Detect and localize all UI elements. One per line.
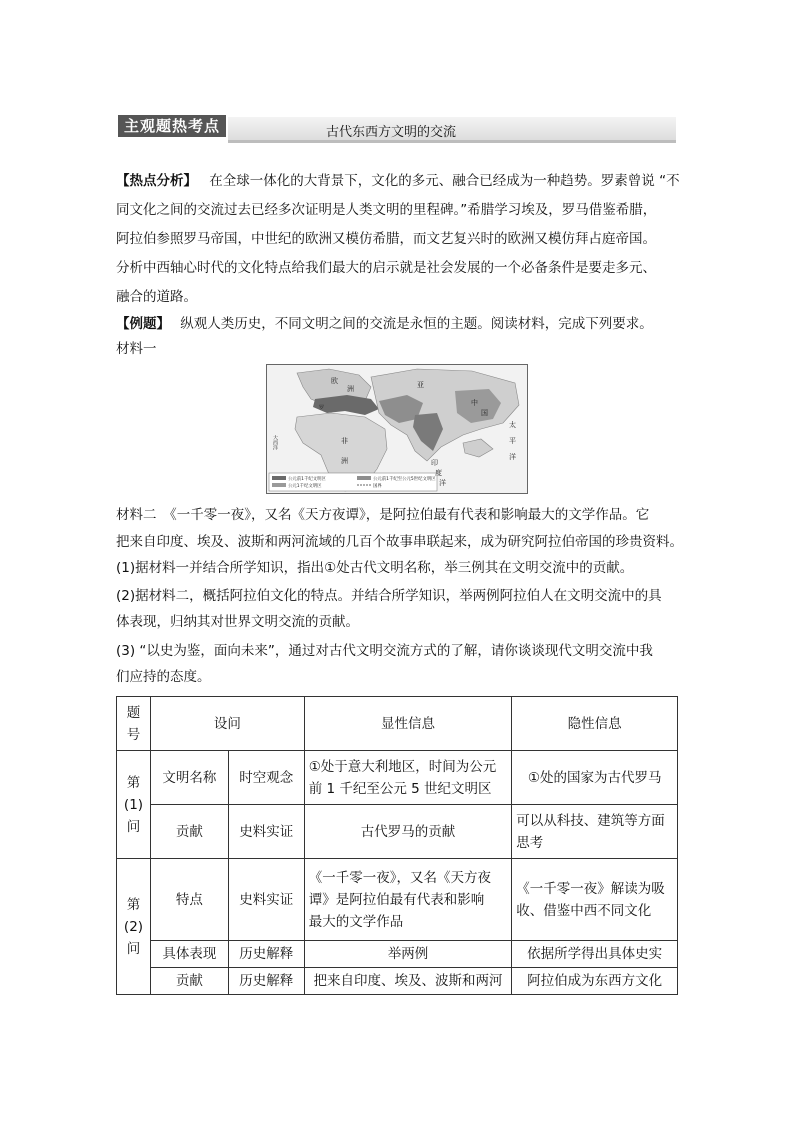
example-label: 【例题】 [116, 316, 170, 332]
q2r1-explicit-a: 《一千零一夜》，又名《天方夜 [308, 869, 491, 886]
analysis-table [116, 696, 678, 995]
table-header-row [117, 697, 678, 751]
q2r1-explicit-b: 谭》是阿拉伯最有代表和影响 [308, 891, 485, 908]
map-label-africa2: 洲 [341, 457, 348, 465]
question-1: (1)据材料一并结合所学知识，指出①处古代文明名称，举三例其在文明交流中的贡献。 [116, 560, 634, 576]
table-row [117, 751, 678, 805]
question-2-line-1: (2)据材料二，概括阿拉伯文化的特点。并结合所学知识，举两例阿拉伯人在文明交流中的具 [116, 588, 662, 604]
q1r1-explicit-b: 前 1 千纪至公元 5 世纪文明区 [308, 780, 492, 797]
q2-number-b: (2) [123, 918, 144, 935]
q1-number-a: 第 [126, 774, 141, 791]
q1r1-explicit [304, 751, 512, 805]
q1r1-literacy: 时空观念 [228, 751, 304, 805]
q1r2-explicit: 古代罗马的贡献 [304, 805, 512, 859]
table-row [117, 941, 678, 968]
q2r1-literacy: 史料实证 [228, 859, 304, 941]
map-legend-3: 公元前1千纪至公元5世纪文明区 [373, 477, 436, 482]
analysis-line-3: 阿拉伯参照罗马帝国，中世纪的欧洲又模仿希腊，而文艺复兴时的欧洲又模仿拜占庭帝国。 [116, 231, 656, 247]
q2r3-literacy: 历史解释 [228, 968, 304, 995]
q2r2-explicit: 举两例 [304, 941, 512, 968]
analysis-label: 【热点分析】 [116, 173, 197, 189]
table-row [117, 859, 678, 941]
question-2-line-2: 体表现，归纳其对世界文明交流的贡献。 [116, 614, 359, 630]
q2-number [117, 859, 151, 995]
q1r2-implicit-b: 思考 [516, 834, 544, 851]
q2r1-explicit-c: 最大的文学作品 [308, 913, 404, 930]
q1r2-ask: 贡献 [150, 805, 228, 859]
section-title: 古代东西方文明的交流 [326, 125, 457, 140]
example-text: 纵观人类历史，不同文明之间的交流是永恒的主题。阅读材料，完成下列要求。 [180, 316, 653, 332]
analysis-text-1: 在全球一体化的大背景下，文化的多元、融合已经成为一种趋势。罗素曾说 “不 [209, 173, 680, 189]
map-label-asia: 亚 [417, 381, 424, 389]
q2r1-explicit [304, 859, 512, 941]
map-label-pacific1: 太 [509, 421, 516, 429]
q2r3-ask: 贡献 [150, 968, 228, 995]
q1r2-implicit-a: 可以从科技、建筑等方面 [516, 812, 665, 829]
table-row [117, 968, 678, 995]
q1-number-c: 问 [126, 818, 141, 835]
q2r2-ask: 具体表现 [150, 941, 228, 968]
q2r1-implicit-b: 收、借鉴中西不同文化 [516, 902, 652, 919]
q2r3-implicit: 阿拉伯成为东西方文化 [512, 968, 678, 995]
q2r1-implicit-a: 《一千零一夜》解读为吸 [516, 880, 665, 897]
map-label-eu1: 欧 [331, 377, 338, 385]
ancient-civilization-map [266, 364, 528, 494]
material-2-line-1: 材料二 《一千零一夜》，又名《天方夜谭》，是阿拉伯最有代表和影响最大的文学作品。它 [116, 507, 650, 523]
map-legend-4: 国界 [373, 484, 382, 489]
material-2-line-2: 把来自印度、埃及、波斯和两河流域的几百个故事串联起来，成为研究阿拉伯帝国的珍贵资料。 [116, 534, 683, 550]
map-label-africa1: 非 [341, 437, 348, 445]
header-number-b: 号 [126, 726, 141, 743]
section-header [116, 113, 676, 143]
q1r1-ask: 文明名称 [150, 751, 228, 805]
q2r1-implicit [512, 859, 678, 941]
header-number-a: 题 [126, 704, 141, 721]
header-implicit: 隐性信息 [512, 697, 678, 751]
q2r2-literacy: 历史解释 [228, 941, 304, 968]
map-label-china2: 国 [481, 409, 488, 417]
map-figure [267, 365, 527, 493]
q2r1-ask: 特点 [150, 859, 228, 941]
question-3-line-2: 们应持的态度。 [116, 669, 211, 685]
question-3-line-1: (3) “以史为鉴，面向未来”，通过对古代文明交流方式的了解，请你谈谈现代文明交流中我 [116, 643, 653, 659]
q1r2-implicit [512, 805, 678, 859]
table-row [117, 805, 678, 859]
header-ask: 设问 [150, 697, 304, 751]
header-rule [228, 140, 676, 143]
q1-number-b: (1) [123, 796, 144, 813]
example-line [116, 313, 680, 336]
map-label-pacific2: 平 [509, 437, 516, 445]
header-number [117, 697, 151, 751]
material-1-label: 材料一 [116, 341, 157, 357]
analysis-line-4: 分析中西轴心时代的文化特点给我们最大的启示就是社会发展的一个必备条件是要走多元、 [116, 260, 656, 276]
q2r3-explicit: 把来自印度、埃及、波斯和两河 [304, 968, 512, 995]
map-label-india1: 印 [431, 459, 438, 467]
map-label-india2: 度 [435, 469, 442, 477]
analysis-line-1 [116, 170, 680, 193]
map-label-eu3: 洲 [347, 385, 354, 393]
analysis-line-5: 融合的道路。 [116, 289, 197, 305]
q1r1-explicit-a: ①处于意大利地区，时间为公元 [308, 758, 497, 775]
q2-number-c: 问 [126, 940, 141, 957]
map-label-china1: 中 [471, 399, 478, 407]
header-explicit: 显性信息 [304, 697, 512, 751]
map-legend-1: 公元前1千纪文明区 [288, 477, 326, 482]
map-label-eu2: 罗 [319, 405, 325, 411]
q1r2-literacy: 史料实证 [228, 805, 304, 859]
map-legend-2: 公元1千纪文明区 [288, 484, 322, 489]
map-label-atlantic: 大西洋 [272, 435, 278, 450]
q1-number [117, 751, 151, 859]
section-tag: 主观题热考点 [118, 115, 226, 137]
map-label-india3: 洋 [439, 479, 446, 487]
q1r1-implicit: ①处的国家为古代罗马 [512, 751, 678, 805]
q2-number-a: 第 [126, 896, 141, 913]
analysis-line-2: 同文化之间的交流过去已经多次证明是人类文明的里程碑。”希腊学习埃及，罗马借鉴希腊， [116, 202, 657, 218]
map-label-pacific3: 洋 [509, 453, 516, 461]
q2r2-implicit: 依据所学得出具体史实 [512, 941, 678, 968]
